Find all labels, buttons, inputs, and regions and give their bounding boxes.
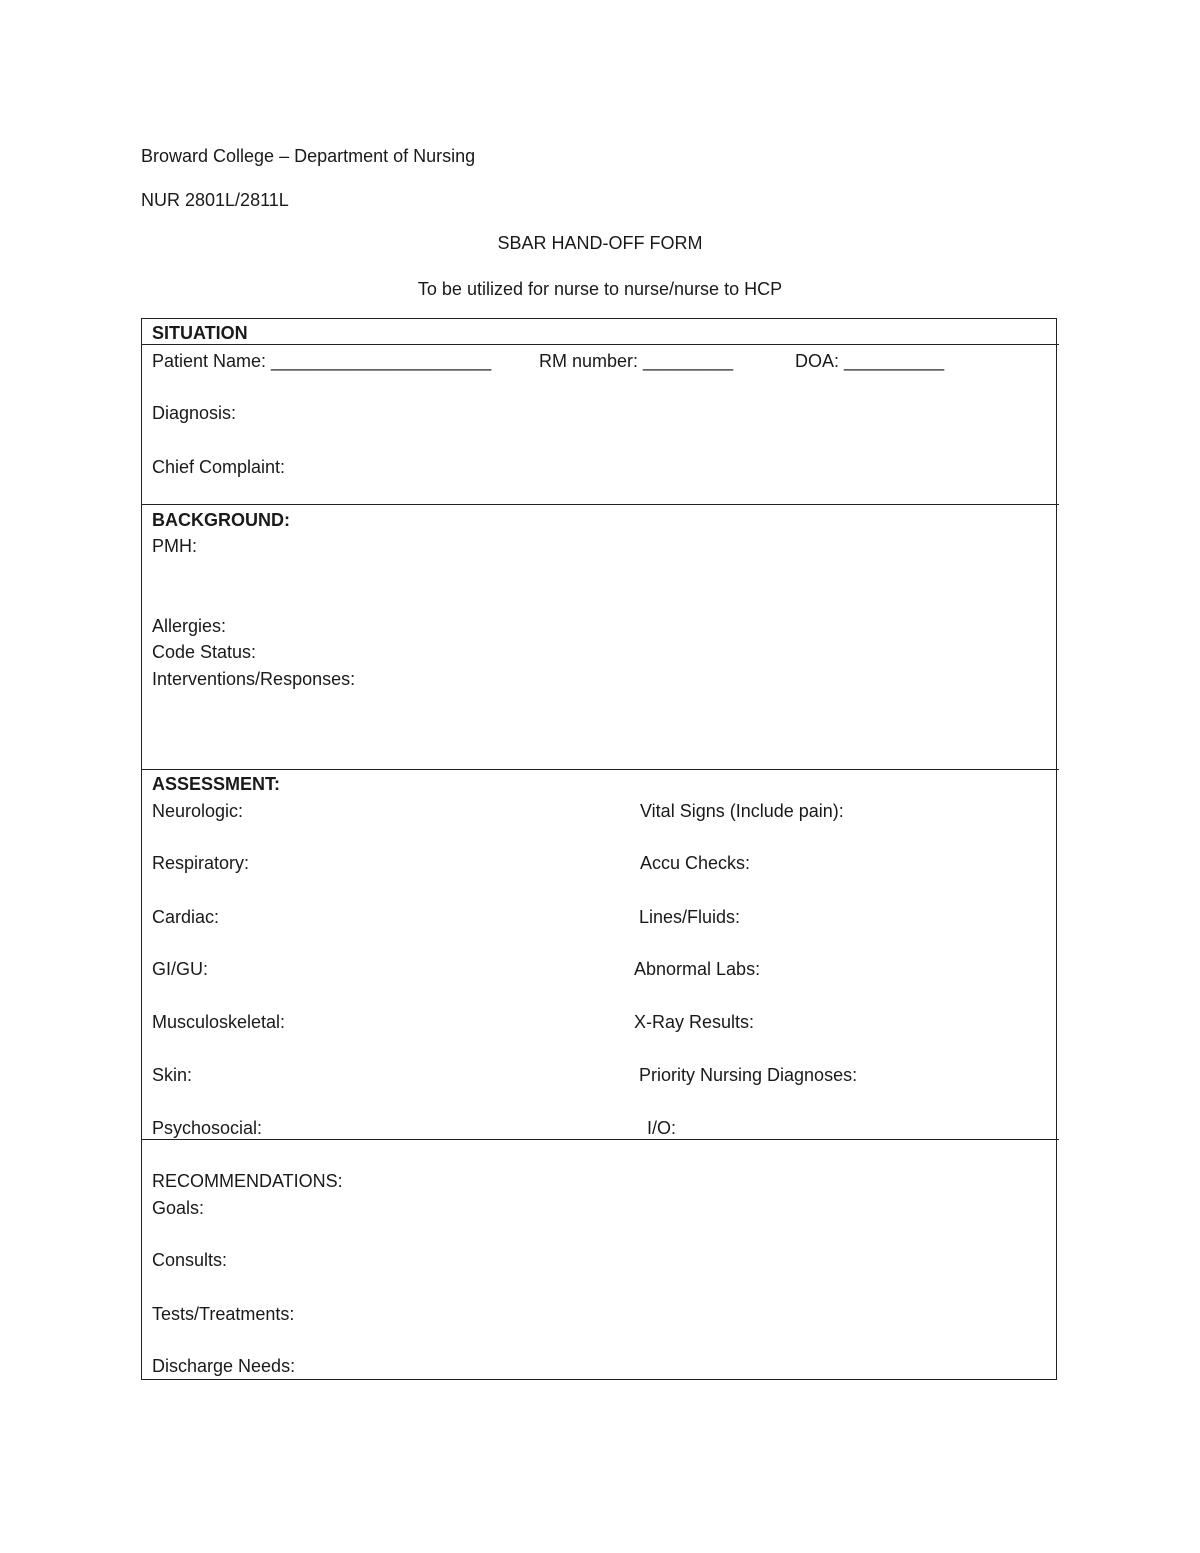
course-number: NUR 2801L/2811L xyxy=(141,190,289,210)
interventions-field[interactable]: Interventions/Responses: xyxy=(152,669,356,689)
gi-gu-field[interactable]: GI/GU: xyxy=(152,959,209,979)
musculoskeletal-field[interactable]: Musculoskeletal: xyxy=(152,1012,286,1032)
diagnosis-field[interactable]: Diagnosis: xyxy=(152,403,237,423)
pmh-field[interactable]: PMH: xyxy=(152,536,197,556)
rm-number-field[interactable]: RM number: _________ xyxy=(539,351,734,371)
background-divider xyxy=(141,504,1059,505)
chief-complaint-field[interactable]: Chief Complaint: xyxy=(152,457,286,477)
institution-line: Broward College – Department of Nursing xyxy=(141,146,476,166)
tests-treatments-field[interactable]: Tests/Treatments: xyxy=(152,1304,295,1324)
intake-output-field[interactable]: I/O: xyxy=(647,1118,677,1138)
background-heading: BACKGROUND: xyxy=(152,510,290,530)
psychosocial-field[interactable]: Psychosocial: xyxy=(152,1118,263,1138)
discharge-needs-field[interactable]: Discharge Needs: xyxy=(152,1356,296,1376)
lines-fluids-field[interactable]: Lines/Fluids: xyxy=(639,907,741,927)
recommendations-divider xyxy=(141,1139,1059,1140)
cardiac-field[interactable]: Cardiac: xyxy=(152,907,220,927)
form-subtitle: To be utilized for nurse to nurse/nurse to HCP xyxy=(417,279,783,299)
situation-heading: SITUATION xyxy=(152,323,248,343)
priority-nursing-diagnoses-field[interactable]: Priority Nursing Diagnoses: xyxy=(639,1065,858,1085)
form-title: SBAR HAND-OFF FORM xyxy=(497,233,703,253)
vital-signs-field[interactable]: Vital Signs (Include pain): xyxy=(640,801,844,821)
recommendations-heading: RECOMMENDATIONS: xyxy=(152,1171,343,1191)
assessment-divider xyxy=(141,769,1059,770)
respiratory-field[interactable]: Respiratory: xyxy=(152,853,250,873)
accu-checks-field[interactable]: Accu Checks: xyxy=(640,853,751,873)
doa-field[interactable]: DOA: __________ xyxy=(795,351,945,371)
situation-heading-divider xyxy=(141,344,1059,345)
code-status-field[interactable]: Code Status: xyxy=(152,642,257,662)
goals-field[interactable]: Goals: xyxy=(152,1198,205,1218)
consults-field[interactable]: Consults: xyxy=(152,1250,228,1270)
allergies-field[interactable]: Allergies: xyxy=(152,616,227,636)
x-ray-results-field[interactable]: X-Ray Results: xyxy=(634,1012,755,1032)
skin-field[interactable]: Skin: xyxy=(152,1065,193,1085)
patient-name-field[interactable]: Patient Name: ______________________ xyxy=(152,351,492,371)
assessment-heading: ASSESSMENT: xyxy=(152,774,281,794)
neurologic-field[interactable]: Neurologic: xyxy=(152,801,244,821)
abnormal-labs-field[interactable]: Abnormal Labs: xyxy=(634,959,761,979)
